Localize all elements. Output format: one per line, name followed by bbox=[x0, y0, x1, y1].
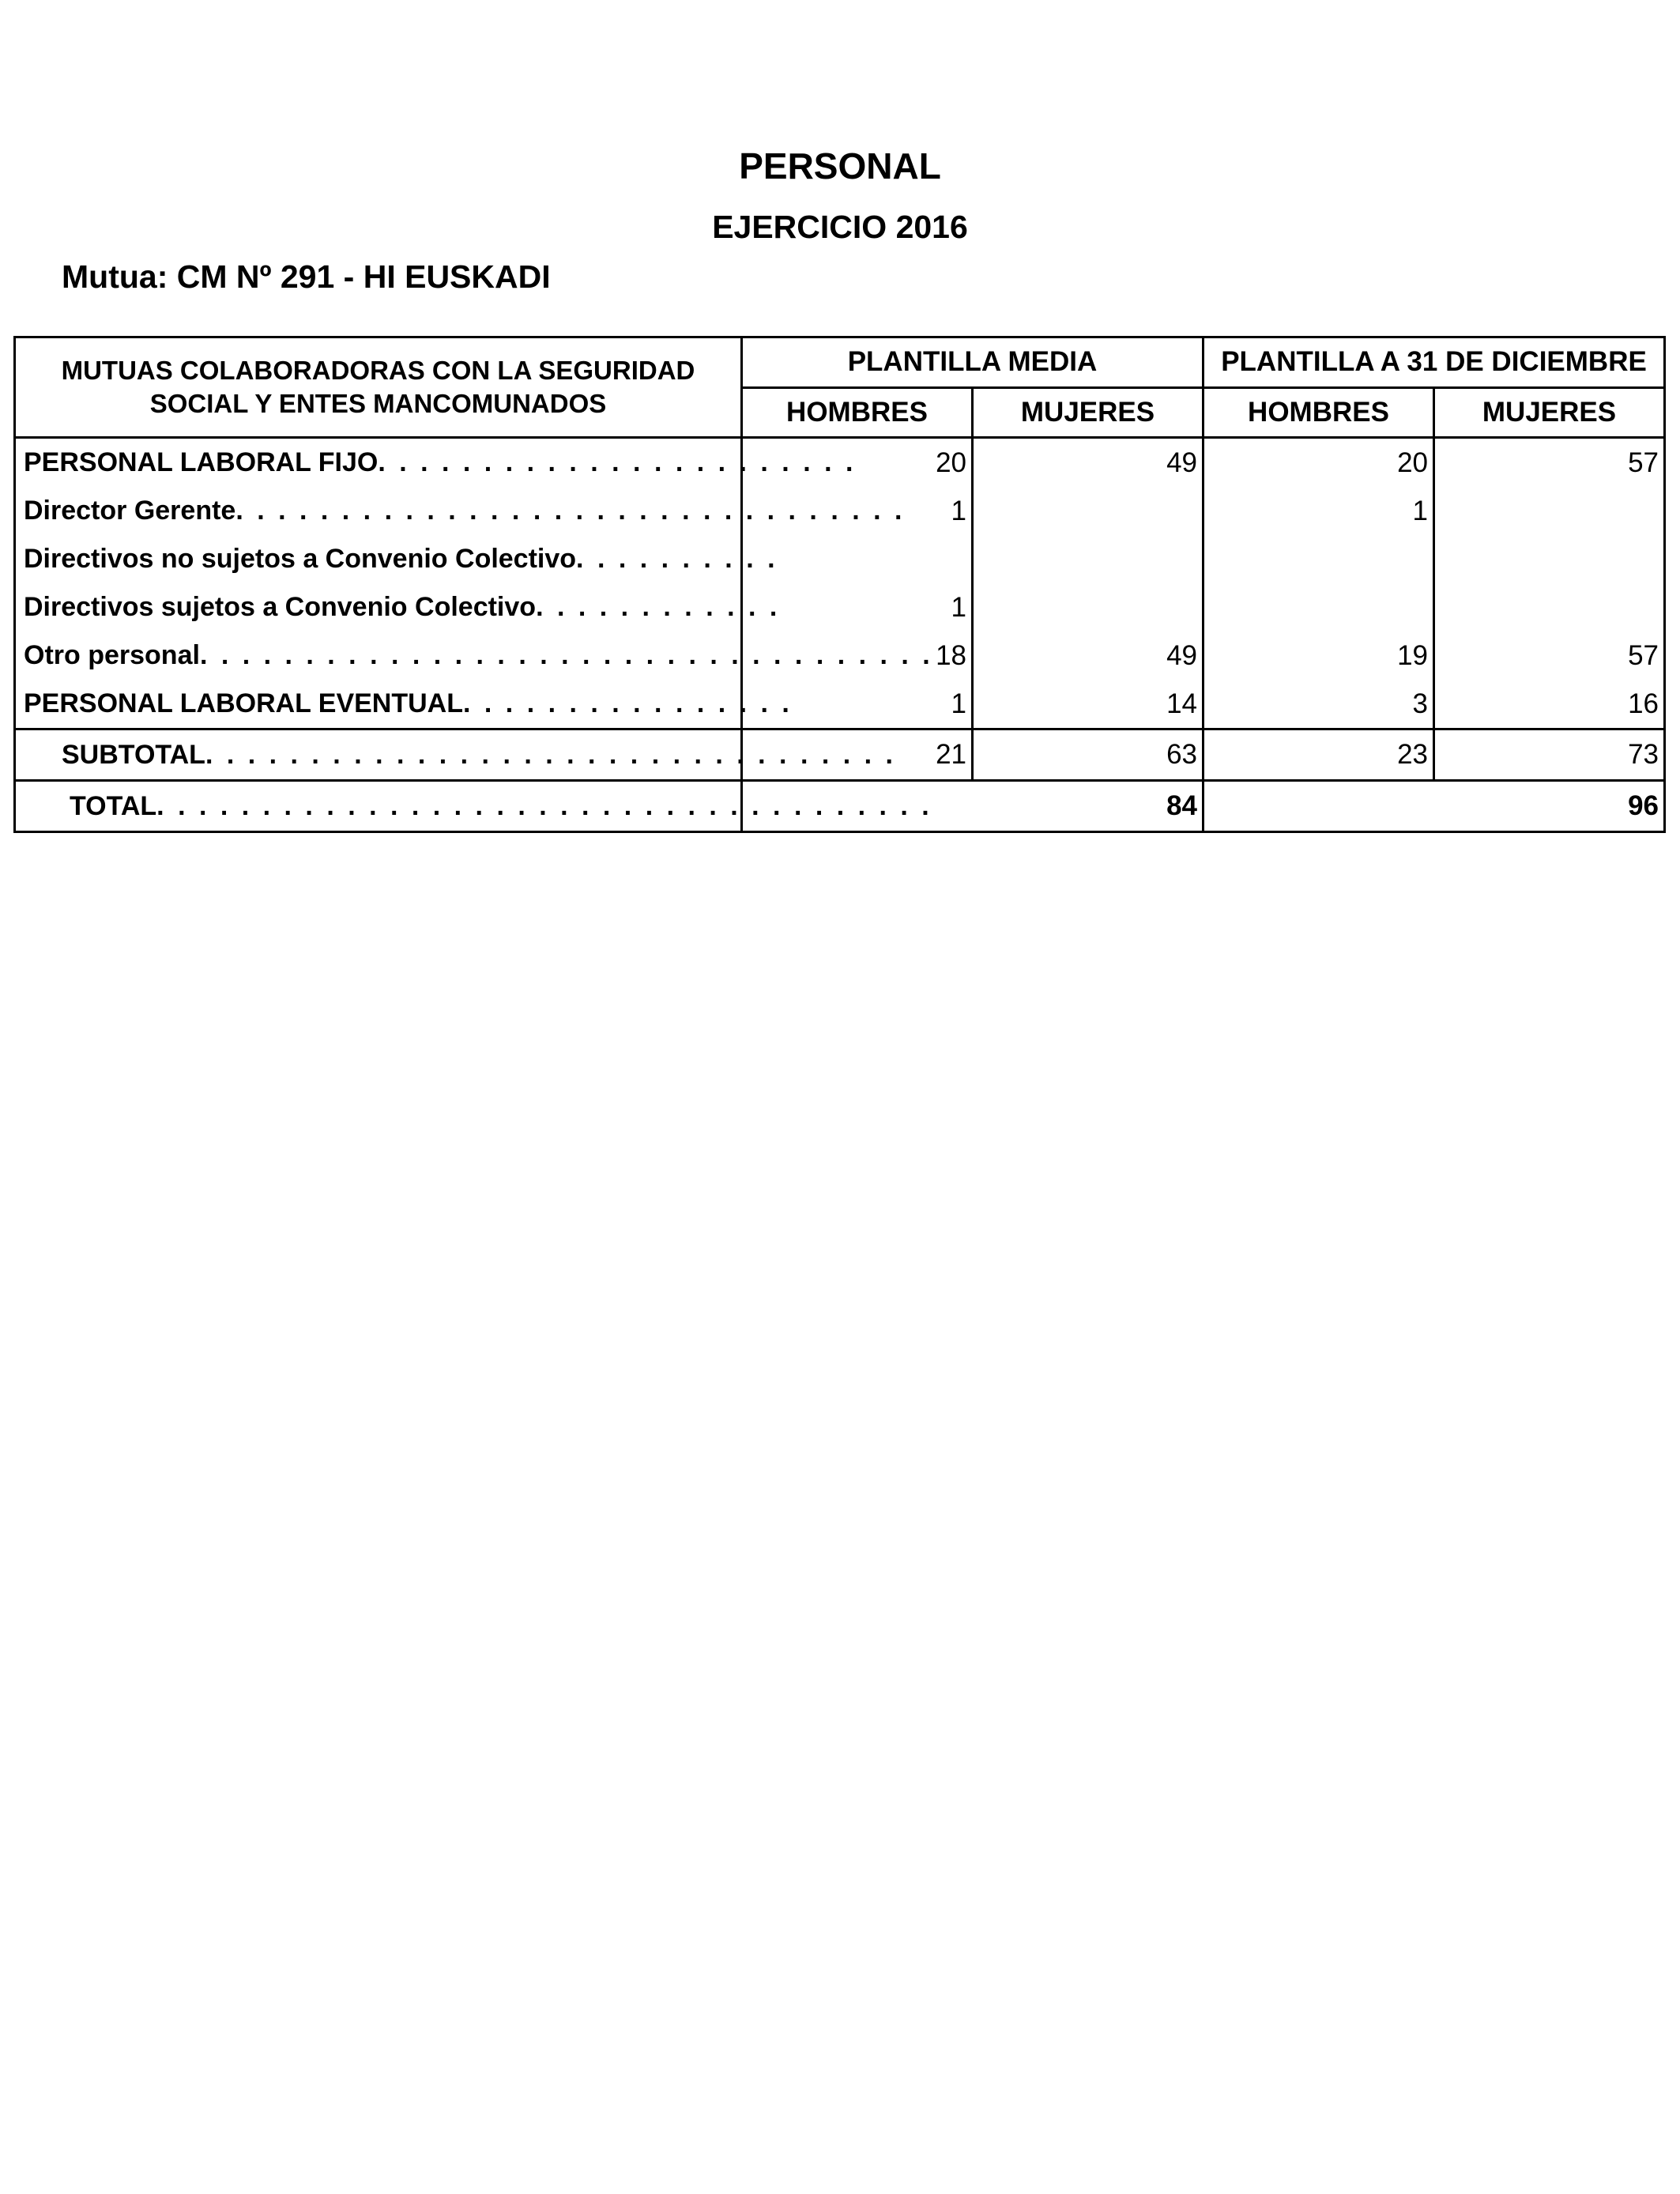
row-label-text: Director Gerente bbox=[24, 496, 236, 526]
cell-diciembre-hombres: 3 bbox=[1203, 680, 1434, 729]
cell-media-mujeres bbox=[973, 535, 1203, 583]
cell-media-mujeres: 49 bbox=[973, 438, 1203, 488]
header-diciembre-hombres: HOMBRES bbox=[1203, 387, 1434, 438]
row-label bbox=[15, 583, 781, 631]
subtotal-row bbox=[15, 729, 1665, 781]
cell-diciembre-hombres bbox=[1203, 583, 1434, 631]
page-title: PERSONAL bbox=[739, 145, 941, 187]
leader-dots: . . . . . . . . . . . . . . . . bbox=[463, 688, 793, 718]
row-label bbox=[15, 487, 906, 535]
table-row bbox=[15, 487, 1665, 535]
total-plantilla-diciembre: 96 bbox=[1203, 781, 1665, 832]
header-diciembre-mujeres: MUJERES bbox=[1434, 387, 1665, 438]
cell-diciembre-mujeres: 16 bbox=[1628, 688, 1659, 719]
cell-media-mujeres: 49 bbox=[973, 631, 1203, 680]
table-row bbox=[15, 631, 1665, 680]
row-label-text: Directivos no sujetos a Convenio Colectivo bbox=[24, 544, 577, 574]
row-label-text: PERSONAL LABORAL EVENTUAL bbox=[24, 688, 464, 718]
table-row bbox=[15, 438, 1665, 488]
row-label bbox=[15, 631, 933, 680]
subtotal-label-text: SUBTOTAL bbox=[62, 739, 205, 770]
leader-dots: . . . . . . . . . . . . . . . . . . . . . . . . . . . . . . . . . bbox=[205, 739, 896, 770]
cell-diciembre-mujeres bbox=[1434, 535, 1665, 583]
leader-dots: . . . . . . . . . . . . . . . . . . . . . . . . . . . . . . . . bbox=[235, 496, 906, 526]
header-plantilla-media: PLANTILLA MEDIA bbox=[742, 337, 1203, 388]
total-label bbox=[15, 781, 932, 832]
table-row bbox=[15, 583, 1665, 631]
leader-dots: . . . . . . . . . . . . bbox=[536, 592, 781, 622]
header-plantilla-diciembre: PLANTILLA A 31 DE DICIEMBRE bbox=[1203, 337, 1665, 388]
total-label-text: TOTAL bbox=[70, 790, 157, 821]
cell-media-mujeres bbox=[973, 583, 1203, 631]
subtotal-media-mujeres: 63 bbox=[973, 729, 1203, 781]
cell-diciembre-hombres: 1 bbox=[1203, 487, 1434, 535]
header-main-line-1: MUTUAS COLABORADORAS CON LA SEGURIDAD bbox=[61, 356, 695, 385]
subtotal-diciembre-mujeres: 73 bbox=[1434, 729, 1665, 781]
cell-diciembre-hombres bbox=[1203, 535, 1434, 583]
cell-media-hombres: 1 bbox=[742, 680, 973, 729]
row-label bbox=[15, 680, 793, 729]
subtotal-media-hombres: 21 bbox=[742, 729, 973, 781]
page-subtitle: EJERCICIO 2016 bbox=[712, 209, 968, 245]
cell-media-mujeres bbox=[973, 487, 1203, 535]
table-row bbox=[15, 680, 1665, 729]
header-media-mujeres: MUJERES bbox=[973, 387, 1203, 438]
subtotal-diciembre-hombres: 23 bbox=[1203, 729, 1434, 781]
mutua-label: Mutua: CM Nº 291 - HI EUSKADI bbox=[62, 258, 551, 295]
leader-dots: . . . . . . . . . . . . . . . . . . . . . . . . . . . . . . . . . . . bbox=[199, 640, 933, 670]
cell-diciembre-mujeres bbox=[1434, 487, 1665, 535]
row-label-text: Otro personal bbox=[24, 640, 200, 670]
cell-media-hombres: 1 bbox=[742, 487, 973, 535]
total-plantilla-media: 84 bbox=[742, 781, 1203, 832]
cell-diciembre-mujeres: 57 bbox=[1628, 639, 1659, 671]
table-row bbox=[15, 535, 1665, 583]
cell-diciembre-mujeres bbox=[1434, 583, 1665, 631]
subtotal-label bbox=[15, 729, 896, 781]
cell-diciembre-hombres: 20 bbox=[1203, 438, 1434, 488]
total-row bbox=[15, 781, 1665, 832]
cell-diciembre-hombres: 19 bbox=[1203, 631, 1434, 680]
leader-dots: . . . . . . . . . . . . . . . . . . . . . . . . . . . . . . . . . . . . . bbox=[156, 790, 932, 821]
personal-table bbox=[13, 336, 1666, 833]
row-label-text: PERSONAL LABORAL FIJO bbox=[24, 447, 379, 477]
cell-media-hombres: 20 bbox=[742, 438, 973, 488]
cell-media-hombres: 18 bbox=[742, 631, 973, 680]
leader-dots: . . . . . . . . . . bbox=[576, 544, 778, 574]
cell-media-mujeres: 14 bbox=[973, 680, 1203, 729]
cell-media-hombres: 1 bbox=[742, 583, 973, 631]
header-main-line-2: SOCIAL Y ENTES MANCOMUNADOS bbox=[149, 389, 607, 418]
header-media-hombres: HOMBRES bbox=[742, 387, 973, 438]
header-main bbox=[15, 337, 742, 438]
row-label bbox=[15, 438, 857, 488]
row-label bbox=[15, 535, 778, 583]
leader-dots: . . . . . . . . . . . . . . . . . . . . . . . bbox=[378, 447, 857, 477]
cell-diciembre-mujeres: 57 bbox=[1628, 447, 1659, 478]
row-label-text: Directivos sujetos a Convenio Colectivo bbox=[24, 592, 537, 622]
